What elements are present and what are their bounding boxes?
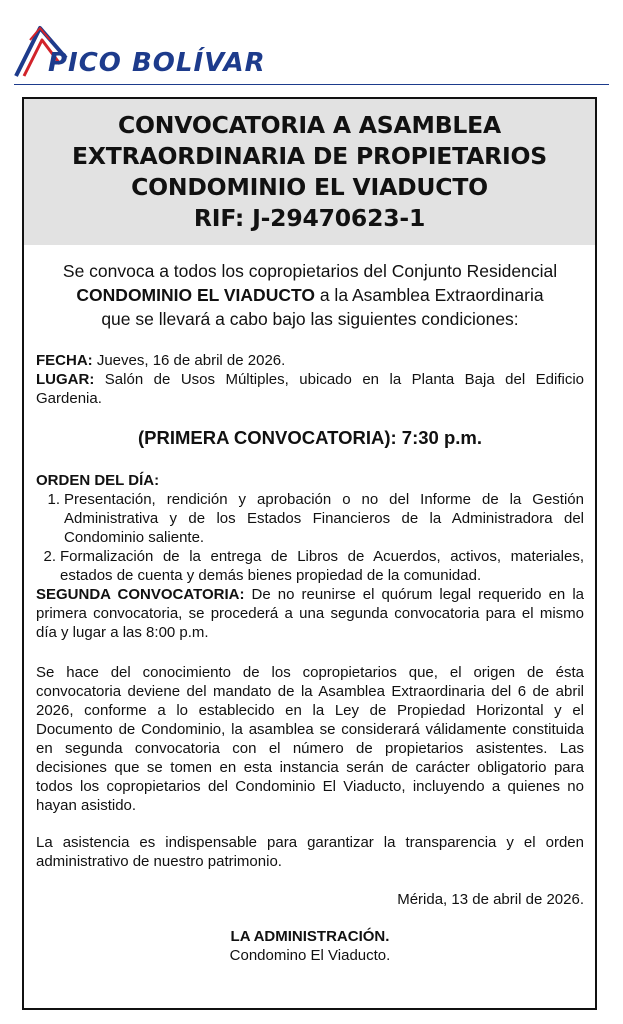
segunda-label: SEGUNDA CONVOCATORIA: <box>36 586 245 603</box>
lugar-line <box>36 370 584 408</box>
notice-body <box>24 245 595 965</box>
orden-title-text: ORDEN DEL DÍA: <box>36 472 160 489</box>
list-item-number: 1. <box>47 491 60 508</box>
notice-header <box>24 99 595 245</box>
signature-block <box>36 927 584 946</box>
list-item-text: Presentación, rendición y aprobación o no del Informe de la Gestión Administrativa y de los Estados Financieros de la Administradora del Condominio saliente. <box>64 491 584 546</box>
fecha-line <box>36 351 584 370</box>
paragraph-origin: Se hace del conocimiento de los copropietarios que, el origen de ésta convocatoria deviene del mandato de la Asamblea Extraordinaria del 6 de abril 2026, conforme a lo establecido en la Ley de Propiedad Horizontal y el Documento de Condominio, la asamblea se considerará válidamente constituida en segunda convocatoria con el número de propietarios asistentes. Las decisiones que se tomen en esta instancia serán de carácter obligatorio para todos los copropietarios del Condominio El Viaducto, incluyendo a quienes no hayan asistido. <box>36 664 584 814</box>
list-item-text: Formalización de la entrega de Libros de Acuerdos, activos, materiales, estados de cuenta y demás bienes propiedad de la comunidad. <box>60 548 584 584</box>
logo-text: PICO BOLÍVAR <box>48 48 266 78</box>
fecha-label: FECHA: <box>36 352 93 369</box>
fecha-value: Jueves, 16 de abril de 2026. <box>92 352 286 369</box>
lugar-value: Salón de Usos Múltiples, ubicado en la Planta Baja del Edificio Gardenia. <box>36 371 584 407</box>
notice-title-line-2: EXTRAORDINARIA DE PROPIETARIOS <box>71 142 548 170</box>
lugar-label: LUGAR: <box>36 371 95 388</box>
notice-frame <box>22 97 597 1010</box>
orden-title <box>36 471 584 490</box>
header-divider <box>14 84 609 85</box>
list-item <box>36 547 584 585</box>
intro-line-3: que se llevará a cabo bajo las siguientes condiciones: <box>101 309 519 329</box>
segunda-text: De no reunirse el quórum legal requerido en la primera convocatoria, se procederá a una segunda convocatoria para el mismo día y lugar a las 8:00 p.m. <box>36 586 584 641</box>
signature-subtitle: Condomino El Viaducto. <box>229 947 391 964</box>
paragraph-attendance: La asistencia es indispensable para garantizar la transparencia y el orden administrativo de nuestro patrimonio. <box>36 834 584 870</box>
intro-line-1: Se convoca a todos los copropietarios del Conjunto Residencial <box>62 261 558 281</box>
signature-title: LA ADMINISTRACIÓN. <box>230 928 390 945</box>
primera-convocatoria: (PRIMERA CONVOCATORIA): 7:30 p.m. <box>138 427 482 448</box>
notice-rif: RIF: J-29470623-1 <box>193 204 426 232</box>
pico-bolivar-logo <box>14 18 266 84</box>
notice-title-line-3: CONDOMINIO EL VIADUCTO <box>131 173 488 201</box>
list-item-number: 2. <box>43 548 56 565</box>
place-date: Mérida, 13 de abril de 2026. <box>397 891 584 908</box>
list-item <box>36 490 584 547</box>
condominium-name: CONDOMINIO EL VIADUCTO <box>76 285 315 305</box>
intro-paragraph <box>36 259 584 331</box>
intro-line-2 <box>36 283 584 307</box>
notice-title-line-1: CONVOCATORIA A ASAMBLEA <box>117 111 502 139</box>
segunda-convocatoria <box>36 585 584 642</box>
orden-list <box>36 490 584 585</box>
intro-line-2-rest: a la Asamblea Extraordinaria <box>314 285 544 305</box>
